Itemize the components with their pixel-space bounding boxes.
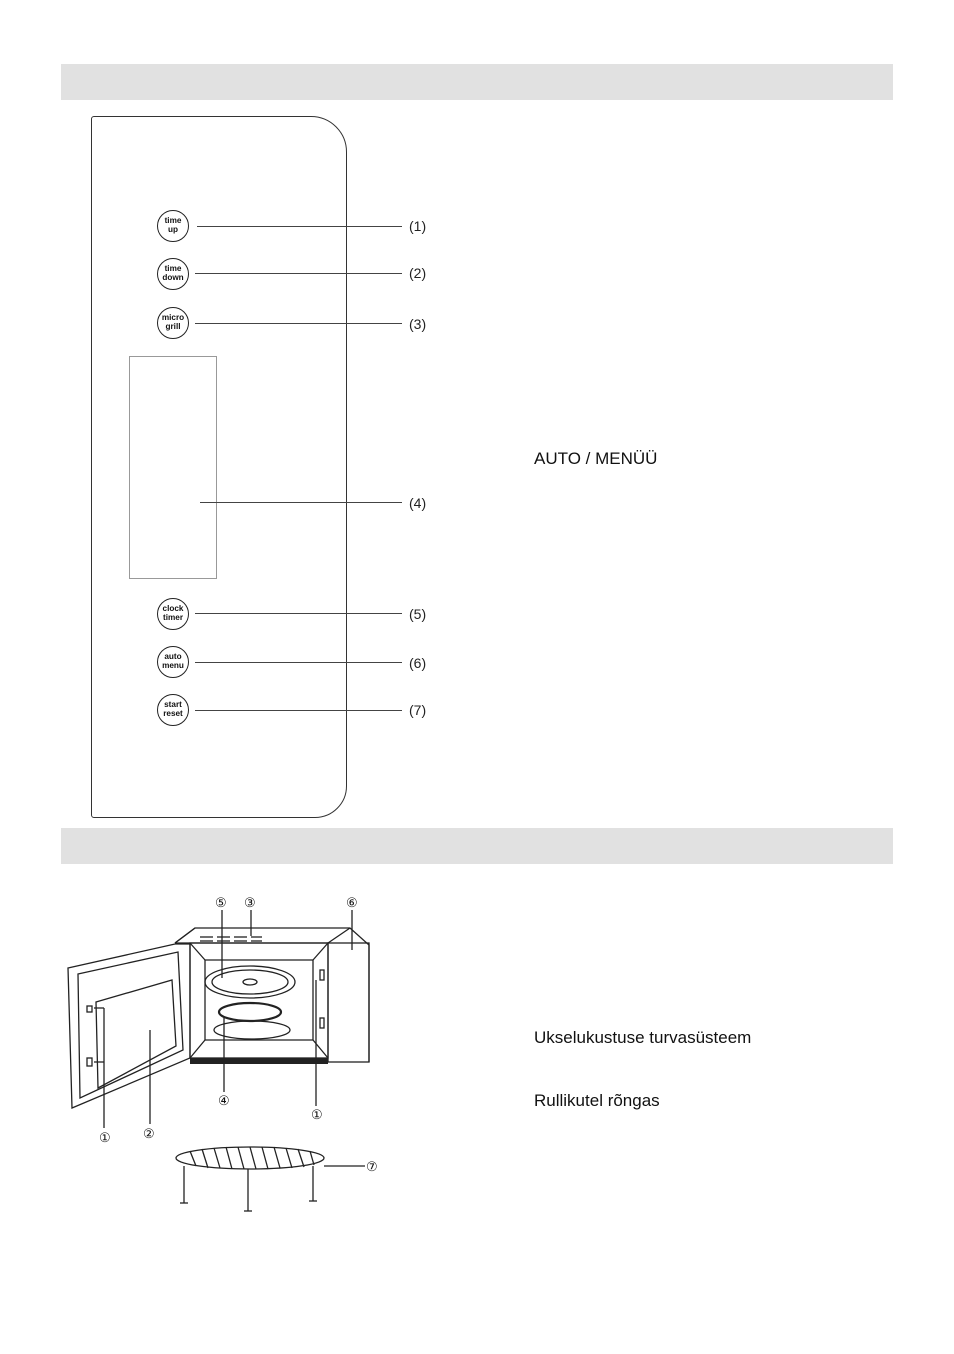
leader-line — [195, 710, 402, 711]
button-text: timer — [162, 613, 184, 622]
start-reset-button[interactable] — [157, 694, 189, 726]
roller-ring-label: Rullikutel rõngas — [534, 1091, 660, 1110]
section-header-band-2 — [61, 828, 893, 864]
callout-number: (7) — [409, 702, 427, 718]
callout-4: ④ — [218, 1093, 230, 1108]
leader-line — [197, 226, 402, 227]
button-text: menu — [162, 661, 184, 670]
callout-number: (2) — [409, 265, 427, 281]
door-lock-label: Ukselukustuse turvasüsteem — [534, 1028, 752, 1047]
button-text: up — [167, 225, 178, 234]
callout-number: (5) — [409, 606, 427, 622]
button-text: time — [164, 216, 182, 226]
callout-number: (3) — [409, 316, 427, 332]
button-text: grill — [165, 322, 181, 331]
auto-menu-label: AUTO / MENÜÜ — [534, 449, 658, 468]
button-text: start — [164, 700, 182, 710]
display-window — [129, 356, 217, 579]
button-text: clock — [162, 604, 184, 614]
callout-number: (1) — [409, 218, 427, 234]
auto-menu-button[interactable] — [157, 646, 189, 678]
button-text: micro — [161, 313, 185, 323]
callout-2: ② — [143, 1126, 155, 1141]
leader-line — [200, 502, 402, 503]
callout-number: (6) — [409, 655, 427, 671]
clock-timer-button[interactable] — [157, 598, 189, 630]
leader-line — [195, 613, 402, 614]
leader-line — [195, 273, 402, 274]
callout-1: ① — [99, 1130, 111, 1145]
button-text: auto — [164, 652, 182, 662]
time-down-button[interactable] — [157, 258, 189, 290]
button-text: time — [164, 264, 182, 274]
micro-grill-button[interactable] — [157, 307, 189, 339]
button-text: down — [162, 273, 184, 282]
callout-7: ⑦ — [366, 1159, 378, 1174]
time-up-button[interactable] — [157, 210, 189, 242]
callout-3: ③ — [244, 895, 256, 910]
button-text: reset — [163, 709, 183, 718]
section-header-band-1 — [61, 64, 893, 100]
leader-line — [195, 662, 402, 663]
leader-line — [195, 323, 402, 324]
callout-1: ① — [311, 1107, 323, 1122]
callout-5: ⑤ — [215, 895, 227, 910]
callout-number: (4) — [409, 495, 427, 511]
oven-diagram — [55, 885, 395, 1225]
callout-6: ⑥ — [346, 895, 358, 910]
